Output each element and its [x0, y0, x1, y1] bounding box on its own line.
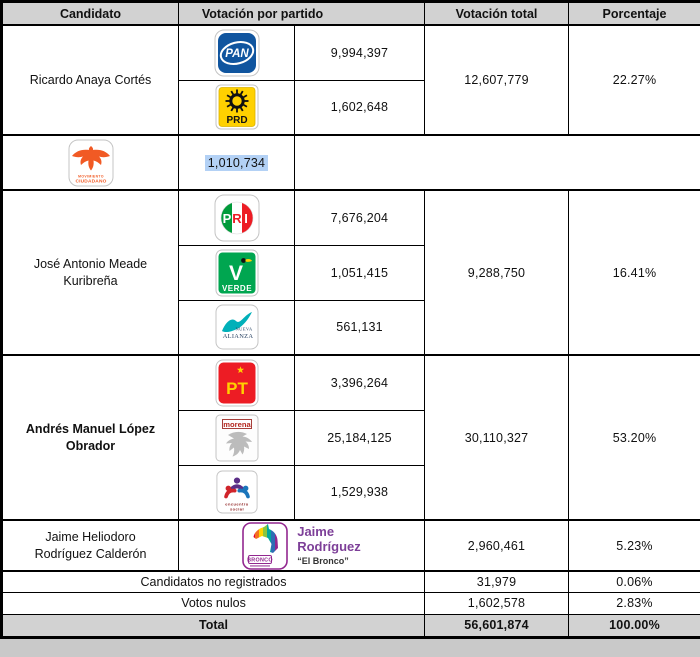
total-percentage: 100.00%: [569, 614, 700, 637]
anaya-percentage: 22.27%: [569, 25, 700, 135]
table-row-meade-pri: [2, 190, 700, 245]
verde-logo-cell: [179, 245, 295, 300]
table-row-no-registrados: [2, 571, 700, 592]
pt-votes: 3,396,264: [295, 355, 425, 410]
votos-nulos-label: Votos nulos: [2, 592, 425, 614]
pan-votes: 9,994,397: [295, 25, 425, 80]
bronco-first-name: Jaime: [297, 524, 335, 540]
candidate-name-bronco: Jaime Heliodoro Rodríguez Calderón: [2, 520, 179, 571]
verde-v: V: [228, 261, 243, 285]
pri-logo-cell: [179, 190, 295, 245]
encuentro-social-logo-icon: [179, 468, 294, 516]
nueva-alianza-logo-cell: [179, 300, 295, 355]
candidate-name-meade: José Antonio Meade Kuribreña: [2, 190, 179, 355]
pt-label: PT: [225, 378, 248, 398]
pan-logo-svg: [214, 29, 260, 77]
bronco-nickname: “El Bronco”: [297, 555, 349, 566]
prd-logo-svg: [215, 84, 259, 130]
candidate-name-anaya: Ricardo Anaya Cortés: [2, 25, 179, 135]
prd-logo-cell: [179, 80, 295, 135]
table-row-amlo-pt: [2, 355, 700, 410]
table-row-total: [2, 614, 700, 637]
morena-label: morena: [222, 419, 251, 429]
prd-label: PRD: [225, 115, 248, 127]
pan-logo-icon: [179, 29, 294, 77]
bronco-percentage: 5.23%: [569, 520, 700, 571]
pri-votes: 7,676,204: [295, 190, 425, 245]
pri-letter-p: P: [222, 210, 231, 226]
bronco-candidate-label: [297, 525, 361, 565]
pri-logo-icon: [179, 194, 294, 242]
table-row-votos-nulos: [2, 592, 700, 614]
no-registrados-votes: 31,979: [425, 571, 569, 592]
pt-logo-svg: [215, 359, 259, 407]
morena-logo-cell: [179, 410, 295, 465]
morena-votes: 25,184,125: [295, 410, 425, 465]
candidate-name-amlo: Andrés Manuel López Obrador: [2, 355, 179, 520]
header-votacion-partido: Votación por partido: [179, 2, 425, 26]
na-label-line2: ALIANZA: [222, 333, 253, 341]
mc-empty-cell: [295, 135, 700, 190]
total-label: Total: [2, 614, 425, 637]
nueva-alianza-logo-svg: [215, 304, 259, 350]
no-registrados-label: Candidatos no registrados: [2, 571, 425, 592]
verde-logo-svg: [215, 249, 259, 297]
table-row-bronco: [2, 520, 700, 571]
bronco-logo-svg: [242, 522, 288, 570]
mc-votes-cell: [179, 135, 295, 190]
pan-label: PAN: [224, 47, 249, 60]
nueva-alianza-votes: 561,131: [295, 300, 425, 355]
bronco-logo-cell: [179, 520, 425, 571]
table-row-anaya-pan: [2, 25, 700, 80]
total-votes: 56,601,874: [425, 614, 569, 637]
header-candidato: Candidato: [2, 2, 179, 26]
morena-logo-icon: [179, 414, 294, 462]
amlo-total-votes: 30,110,327: [425, 355, 569, 520]
bronco-last-name: Rodríguez: [297, 538, 361, 554]
verde-votes: 1,051,415: [295, 245, 425, 300]
nueva-alianza-logo-icon: [179, 304, 294, 350]
pri-letter-i: I: [243, 210, 248, 226]
header-porcentaje: Porcentaje: [569, 2, 700, 26]
table-row-movimiento-ciudadano: [2, 135, 700, 190]
encuentro-social-logo-cell: [179, 465, 295, 520]
pt-logo-icon: [179, 359, 294, 407]
no-registrados-percentage: 0.06%: [569, 571, 700, 592]
encuentro-social-votes: 1,529,938: [295, 465, 425, 520]
bronco-logo-icon: [242, 522, 288, 570]
prd-logo-icon: [179, 84, 294, 130]
mc-label-line1: MOVIMIENTO: [77, 174, 104, 178]
meade-total-votes: 9,288,750: [425, 190, 569, 355]
mc-votes-selected-text[interactable]: 1,010,734: [205, 155, 268, 171]
movimiento-ciudadano-logo-icon: [3, 139, 178, 187]
mc-label-line2: CIUDADANO: [74, 179, 107, 184]
verde-logo-icon: [179, 249, 294, 297]
anaya-total-votes: 12,607,779: [425, 25, 569, 135]
votos-nulos-percentage: 2.83%: [569, 592, 700, 614]
prd-votes: 1,602,648: [295, 80, 425, 135]
mc-logo-svg: [68, 139, 114, 187]
morena-logo-svg: [215, 414, 259, 462]
na-label-line1: NUEVA: [235, 326, 252, 332]
votos-nulos-votes: 1,602,578: [425, 592, 569, 614]
es-label-line2: social: [229, 506, 244, 512]
mc-logo-cell: [2, 135, 179, 190]
bronco-label: BRONCO: [247, 557, 274, 564]
pt-logo-cell: [179, 355, 295, 410]
encuentro-social-logo-svg: [216, 468, 258, 516]
header-row: [2, 2, 700, 26]
es-label-line1: encuentro: [224, 501, 249, 507]
pan-logo-cell: [179, 25, 295, 80]
amlo-percentage: 53.20%: [569, 355, 700, 520]
header-votacion-total: Votación total: [425, 2, 569, 26]
verde-label: VERDE: [221, 283, 252, 293]
pri-letter-r: R: [231, 210, 242, 226]
bronco-votes: 2,960,461: [425, 520, 569, 571]
pri-logo-svg: [214, 194, 260, 242]
meade-percentage: 16.41%: [569, 190, 700, 355]
